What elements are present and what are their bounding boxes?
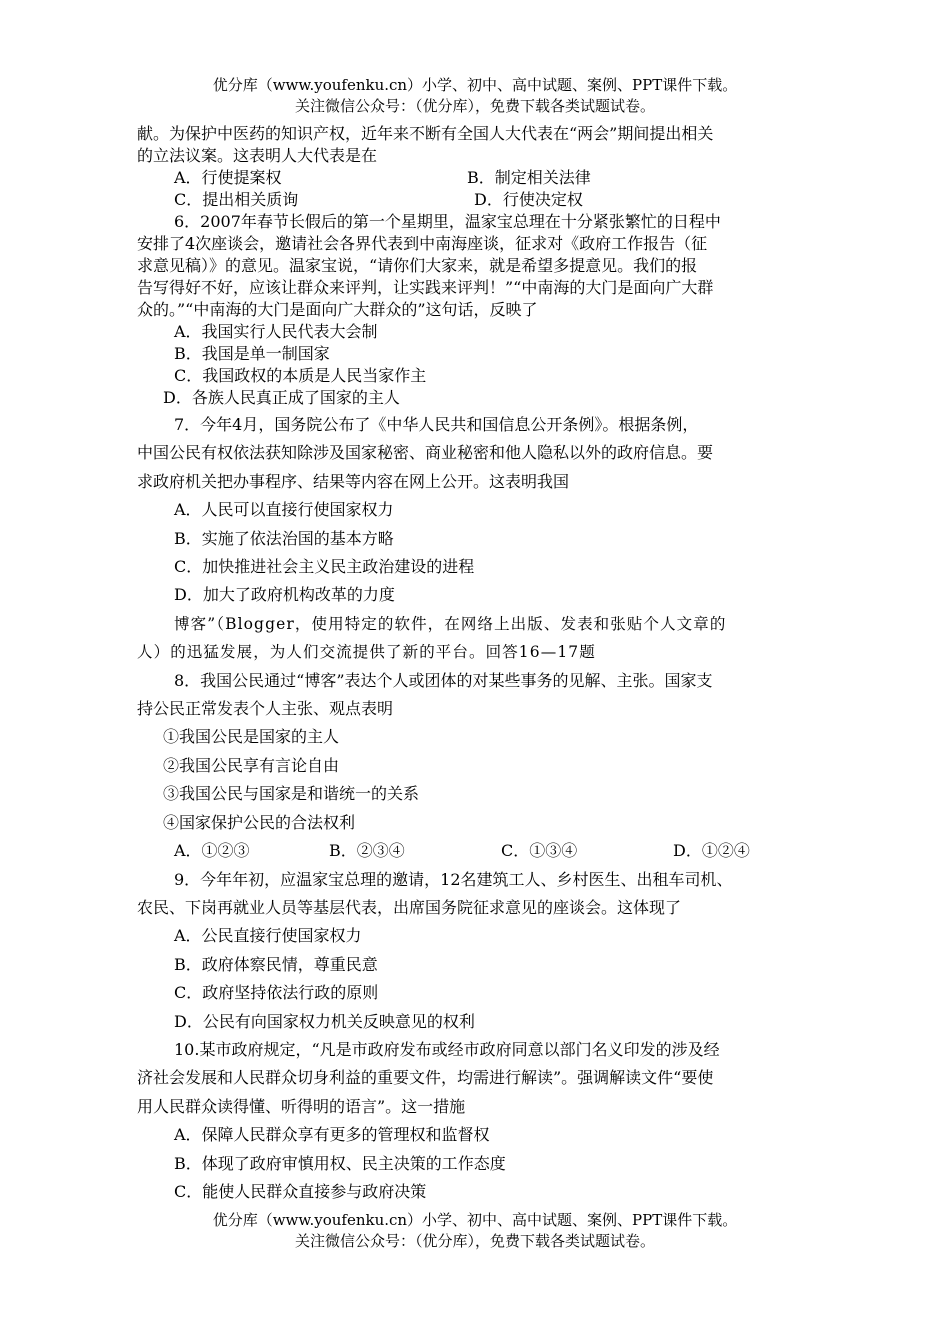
blog-line-2: 人）的迅猛发展，为人们交流提供了新的平台。回答16—17题 <box>137 643 596 662</box>
q5-line-1: 献。为保护中医药的知识产权，近年来不断有全国人大代表在“两会”期间提出相关 <box>137 124 714 143</box>
blog-intro <box>137 610 837 667</box>
question-7 <box>137 411 837 610</box>
q9-line-2: 农民、下岗再就业人员等基层代表，出席国务院征求意见的座谈会。这体现了 <box>137 897 682 917</box>
q9-option-d: D．公民有向国家权力机关反映意见的权利 <box>174 1011 475 1031</box>
q10-option-c: C．能使人民群众直接参与政府决策 <box>174 1181 427 1201</box>
q5-line-2: 的立法议案。这表明人大代表是在 <box>137 146 378 165</box>
q6-option-d: D．各族人民真正成了国家的主人 <box>163 388 400 407</box>
question-9 <box>137 866 837 1036</box>
q5-option-d: D．行使决定权 <box>474 190 583 209</box>
q9-option-c: C．政府坚持依法行政的原则 <box>174 983 379 1003</box>
document-body <box>137 123 837 1206</box>
q5-options-row-2 <box>137 189 837 211</box>
q5-options-row-1 <box>137 167 837 189</box>
page-footer <box>0 1210 950 1252</box>
q6-line-1: 6．2007年春节长假后的第一个星期里，温家宝总理在十分紧张繁忙的日程中 <box>174 212 721 231</box>
blog-line-1: 博客”（Blogger，使用特定的软件，在网络上出版、发表和张贴个人文章的 <box>174 614 727 633</box>
q5-option-a: A．行使提案权 <box>174 168 282 187</box>
q5-option-c: C．提出相关质询 <box>174 190 299 209</box>
q8-options-row <box>137 837 837 865</box>
question-8 <box>137 667 837 866</box>
q5-option-b: B．制定相关法律 <box>467 168 591 187</box>
q7-line-2: 中国公民有权依法获知除涉及国家秘密、商业秘密和他人隐私以外的政府信息。要 <box>137 443 714 463</box>
q7-line-3: 求政府机关把办事程序、结果等内容在网上公开。这表明我国 <box>137 471 570 491</box>
header-line-2: 关注微信公众号：（优分库），免费下载各类试题试卷。 <box>294 97 655 115</box>
q9-option-b: B．政府体察民情，尊重民意 <box>174 954 378 974</box>
q10-line-3: 用人民群众读得懂、听得明的语言”。这一措施 <box>137 1096 466 1116</box>
q10-option-a: A．保障人民群众享有更多的管理权和监督权 <box>174 1125 490 1145</box>
q7-option-b: B．实施了依法治国的基本方略 <box>174 528 394 548</box>
q6-line-5: 众的。”“中南海的大门是面向广大群众的”这句话，反映了 <box>137 300 538 319</box>
q8-option-b: B．②③④ <box>329 841 405 861</box>
q7-option-d: D．加大了政府机构改革的力度 <box>174 585 395 605</box>
question-5 <box>137 123 837 211</box>
q7-option-c: C．加快推进社会主义民主政治建设的进程 <box>174 557 475 577</box>
q10-line-2: 济社会发展和人民群众切身利益的重要文件，均需进行解读”。强调解读文件“要使 <box>137 1068 714 1088</box>
q7-option-a: A．人民可以直接行使国家权力 <box>174 500 394 520</box>
q6-option-a: A．我国实行人民代表大会制 <box>174 322 378 341</box>
q8-option-c: C．①③④ <box>501 841 578 861</box>
q8-line-2: 持公民正常发表个人主张、观点表明 <box>137 699 394 719</box>
q8-item-2: ②我国公民享有言论自由 <box>163 755 340 775</box>
q8-item-1: ①我国公民是国家的主人 <box>163 727 340 747</box>
header-line-1: 优分库（www.youfenku.cn）小学、初中、高中试题、案例、PPT课件下载。 <box>212 76 738 94</box>
q6-line-3: 求意见稿）》的意见。温家宝说，“请你们大家来，就是希望多提意见。我们的报 <box>137 256 698 275</box>
q9-line-1: 9．今年年初，应温家宝总理的邀请，12名建筑工人、乡村医生、出租车司机、 <box>174 869 733 889</box>
q8-item-4: ④国家保护公民的合法权利 <box>163 812 356 832</box>
page-header <box>0 75 950 117</box>
q7-line-1: 7．今年4月，国务院公布了《中华人民共和国信息公开条例》。根据条例， <box>174 415 699 434</box>
q8-option-d: D．①②④ <box>673 841 750 861</box>
footer-line-1: 优分库（www.youfenku.cn）小学、初中、高中试题、案例、PPT课件下载。 <box>212 1211 738 1229</box>
q8-line-1: 8．我国公民通过“博客”表达个人或团体的对某些事务的见解、主张。国家支 <box>174 670 713 690</box>
q6-line-4: 告写得好不好，应该让群众来评判，让实践来评判！”“中南海的大门是面向广大群 <box>137 278 714 297</box>
q10-line-1: 10.某市政府规定，“凡是市政府发布或经市政府同意以部门名义印发的涉及经 <box>174 1039 720 1059</box>
q8-option-a: A．①②③ <box>174 841 250 861</box>
question-6 <box>137 211 837 409</box>
q8-item-3: ③我国公民与国家是和谐统一的关系 <box>163 784 420 804</box>
q6-option-b: B．我国是单一制国家 <box>174 344 330 363</box>
q10-option-b: B．体现了政府审慎用权、民主决策的工作态度 <box>174 1153 506 1173</box>
q6-option-c: C．我国政权的本质是人民当家作主 <box>174 366 427 385</box>
question-10 <box>137 1036 837 1206</box>
q6-line-2: 安排了4次座谈会，邀请社会各界代表到中南海座谈，征求对《政府工作报告（征 <box>137 234 708 253</box>
footer-line-2: 关注微信公众号：（优分库），免费下载各类试题试卷。 <box>294 1232 655 1250</box>
q9-option-a: A．公民直接行使国家权力 <box>174 926 362 946</box>
